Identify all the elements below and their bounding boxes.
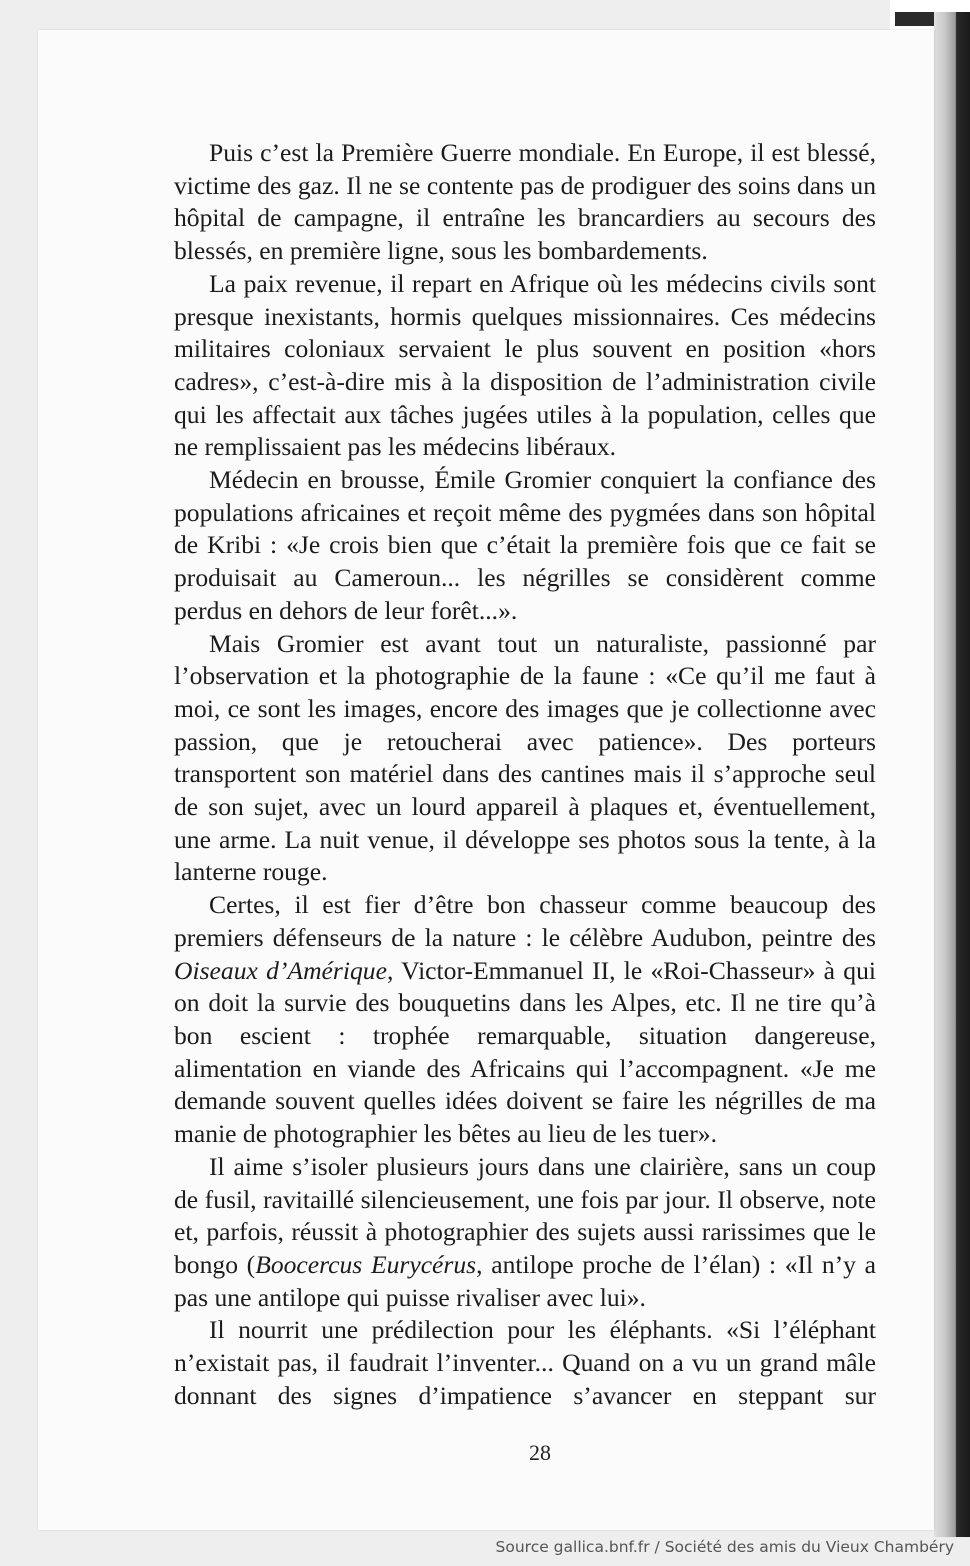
species-name: Boocercus Eurycérus (255, 1249, 477, 1279)
source-credit: Source gallica.bnf.fr / Société des amis du Vieux Chambéry (495, 1538, 954, 1556)
book-title: Oiseaux d’Amérique (174, 955, 387, 985)
page-binding-shadow (934, 12, 970, 1537)
body-text (174, 137, 876, 1412)
paragraph-3: Médecin en brousse, Émile Gromier conquiert la confiance des populations africaines et reçoit même des pygmées dans son hôpital de Kribi : «Je crois bien que c’était la première fois que ce fait se produisait au Cameroun... les négrilles se considèrent comme perdus en dehors de leur forêt...». (174, 465, 876, 625)
paragraph-2: La paix revenue, il repart en Afrique où les médecins civils sont presque inexistants, hormis quelques missionnaires. Ces médecins militaires coloniaux servaient le plus souvent en position «hors cadres», c’est-à-dire mis à la disposition de l’administration civile qui les affectait aux tâches jugées utiles à la population, celles que ne remplissaient pas les médecins libéraux. (174, 268, 876, 462)
paragraph-1: Puis c’est la Première Guerre mondiale. En Europe, il est blessé, victime des gaz. Il ne se contente pas de prodiguer des soins dans un hôpital de campagne, il entraîne les brancardiers au secours des blessés, en première ligne, sous les bombardements. (174, 138, 876, 266)
paragraph-4: Mais Gromier est avant tout un naturaliste, passionné par l’observation et la photographie de la faune : «Ce qu’il me faut à moi, ce sont les images, encore des images que je collectionne avec passion, que je retoucherai avec patience». Des porteurs transportent son matériel dans des cantines mais il s’approche seul de son sujet, avec un lourd appareil à plaques et, éventuellement, une arme. La nuit venue, il développe ses photos sous la tente, à la lanterne rouge. (174, 628, 876, 887)
paragraph-5: Certes, il est fier d’être bon chasseur comme beaucoup des premiers défenseurs de la nature : le célèbre Audubon, peintre des Oiseaux d’Amérique, Victor-Emmanuel II, le «Roi-Chasseur» à qui on doit la survie des bouquetins dans les Alpes, etc. Il ne tire qu’à bon escient : trophée remarquable, situation dangereuse, alimentation en viande des Africains qui l’accompagnent. «Je me demande souvent quelles idées doivent se faire les négrilles de ma manie de photographier les bêtes au lieu de les tuer». (174, 890, 876, 1149)
page-number: 28 (529, 1440, 551, 1465)
paragraph-7: Il nourrit une prédilection pour les éléphants. «Si l’éléphant n’existait pas, il faudrait l’inventer... Quand on a vu un grand mâle donnant des signes d’impatience s’avancer en steppant sur (174, 1315, 876, 1410)
paragraph-6: Il aime s’isoler plusieurs jours dans une clairière, sans un coup de fusil, ravitaillé silencieusement, une fois par jour. Il observe, note et, parfois, réussit à photographier des sujets aussi rarissimes que le bongo (Boocercus Eurycérus, antilope proche de l’élan) : «Il n’y a pas une antilope qui puisse rivaliser avec lui». (174, 1151, 876, 1312)
